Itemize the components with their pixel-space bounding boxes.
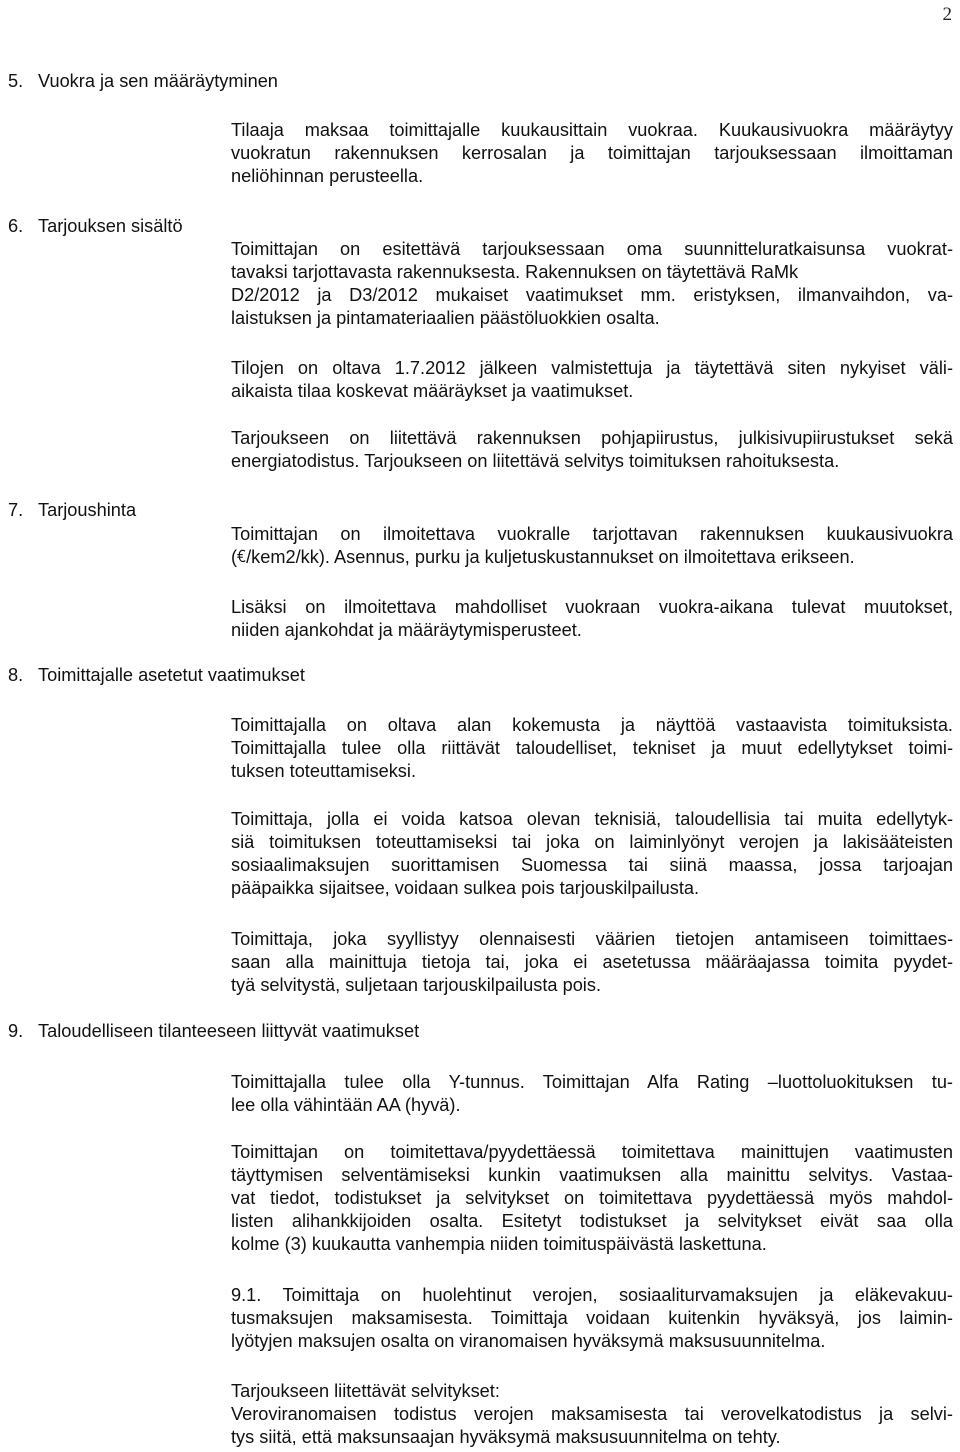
text-line: Toimittajalla tulee olla riittävät taloudelliset, tekniset ja muut edellytykset toimi- — [231, 738, 953, 758]
paragraph-monthly-rent — [231, 523, 953, 569]
section-number: 7. — [8, 500, 24, 520]
paragraph-rent-changes — [231, 596, 953, 642]
section-heading-8 — [8, 664, 305, 687]
text-line: tusmaksujen maksamisesta. Toimittaja voidaan kuitenkin hyväksyä, jos laimin- — [231, 1308, 953, 1328]
text-line: sosiaalimaksujen suorittamisen Suomessa tai siinä maassa, jossa tarjoajan — [231, 855, 953, 875]
text-line: vuokratun rakennuksen kerrosalan ja toimittajan tarjouksessaan ilmoittaman — [231, 143, 953, 163]
text-line: täyttymisen selventämiseksi kunkin vaatimuksen alla mainittu selvitys. Vastaa- — [231, 1165, 953, 1185]
text-line: tyä selvitystä, suljetaan tarjouskilpailusta pois. — [231, 975, 601, 995]
text-line: aikaista tilaa koskevat määräykset ja vaatimukset. — [231, 381, 634, 401]
paragraph-premises-date — [231, 357, 953, 403]
paragraph-offer-design — [231, 238, 953, 330]
text-line: Lisäksi on ilmoitettava mahdolliset vuokraan vuokra-aikana tulevat muutokset, — [231, 597, 953, 617]
text-line: Tarjoukseen liitettävät selvitykset: — [231, 1381, 500, 1401]
section-number: 6. — [8, 216, 24, 236]
section-title: Toimittajalle asetetut vaatimukset — [38, 665, 305, 685]
text-line: neliöhinnan perusteella. — [231, 166, 424, 186]
text-fragment: ( — [231, 547, 238, 567]
section-number: 8. — [8, 665, 24, 685]
text-line: Tarjoukseen on liitettävä rakennuksen pohjapiirustus, julkisivupiirustukset sekä — [231, 428, 953, 448]
text-line: Tilaaja maksaa toimittajalle kuukausittain vuokraa. Kuukausivuokra määräytyy — [231, 120, 953, 140]
text-line: 9.1. Toimittaja on huolehtinut verojen, sosiaaliturvamaksujen ja eläkevakuu- — [231, 1285, 953, 1305]
section-number: 5. — [8, 71, 24, 91]
text-line: tys siitä, että maksunsaajan hyväksymä maksusuunnitelma on tehty. — [231, 1427, 781, 1447]
text-line — [231, 546, 953, 569]
paragraph-supplier-exclusion — [231, 808, 953, 900]
text-line: Tilojen on oltava 1.7.2012 jälkeen valmistettuja ja täytettävä siten nykyiset väli- — [231, 358, 953, 378]
text-line: D2/2012 ja D3/2012 mukaiset vaatimukset mm. eristyksen, ilmanvaihdon, va- — [231, 285, 953, 305]
text-line: Toimittajan on esitettävä tarjouksessaan oma suunnitteluratkaisunsa vuokrat- — [231, 239, 953, 259]
paragraph-false-information — [231, 928, 953, 997]
paragraph-supplier-experience — [231, 714, 953, 783]
text-line: Toimittajan on ilmoitettava vuokralle tarjottavan rakennuksen kuukausivuokra — [231, 524, 953, 544]
section-number: 9. — [8, 1021, 24, 1041]
paragraph-business-id-rating — [231, 1071, 953, 1117]
text-fragment: /kem2/kk). Asennus, purku ja kuljetuskustannukset on ilmoitettava erikseen. — [246, 547, 855, 567]
text-line: pääpaikka sijaitsee, voidaan sulkea pois tarjouskilpailusta. — [231, 878, 700, 898]
text-line: Toimittaja, jolla ei voida katsoa olevan teknisiä, taloudellisia tai muita edellytyk- — [231, 809, 953, 829]
section-heading-7 — [8, 499, 136, 522]
text-line: niiden ajankohdat ja määräytymisperusteet. — [231, 620, 582, 640]
text-line: siä toimituksen toteuttamiseksi tai joka on laiminlyönyt verojen ja lakisääteisten — [231, 832, 953, 852]
text-line: tavaksi tarjottavasta rakennuksesta. Rakennuksen on täytettävä RaMk — [231, 262, 799, 282]
text-line: Toimittaja, joka syyllistyy olennaisesti väärien tietojen antamiseen toimittaes- — [231, 929, 953, 949]
section-title: Taloudelliseen tilanteeseen liittyvät vaatimukset — [38, 1021, 420, 1041]
paragraph-rent-basis — [231, 119, 953, 188]
paragraph-attachments — [231, 427, 953, 473]
text-line: Toimittajan on toimitettava/pyydettäessä toimitettava mainittujen vaatimusten — [231, 1142, 953, 1162]
section-title: Vuokra ja sen määräytyminen — [38, 71, 278, 91]
text-line: energiatodistus. Tarjoukseen on liitettävä selvitys toimituksen rahoituksesta. — [231, 451, 840, 471]
text-line: Veroviranomaisen todistus verojen maksamisesta tai verovelkatodistus ja selvi- — [231, 1404, 953, 1424]
text-line: listen alihankkijoiden osalta. Esitetyt todistukset ja selvitykset eivät saa olla — [231, 1211, 953, 1231]
text-line: vat tiedot, todistukset ja selvitykset on toimitettava pyydettäessä myös mahdol- — [231, 1188, 953, 1208]
text-line: laistuksen ja pintamateriaalien päästöluokkien osalta. — [231, 308, 660, 328]
text-line: lyötyjen maksujen osalta on viranomaisen hyväksymä maksusuunnitelma. — [231, 1331, 826, 1351]
paragraph-evidence-delivery — [231, 1141, 953, 1256]
section-heading-9 — [8, 1020, 419, 1043]
section-heading-5 — [8, 70, 278, 93]
page-number: 2 — [942, 4, 952, 25]
text-line: tuksen toteuttamiseksi. — [231, 761, 416, 781]
paragraph-9-1-taxes — [231, 1284, 953, 1353]
text-line: kolme (3) kuukautta vanhempia niiden toimituspäivästä laskettuna. — [231, 1234, 767, 1254]
text-line: Toimittajalla tulee olla Y-tunnus. Toimittajan Alfa Rating –luottoluokituksen tu- — [231, 1072, 953, 1092]
text-line: saan alla mainittuja tietoja tai, joka ei asetetussa määräajassa toimita pyydet- — [231, 952, 953, 972]
euro-sign-icon — [237, 546, 246, 560]
section-title: Tarjouksen sisältö — [38, 216, 183, 236]
section-title: Tarjoushinta — [38, 500, 137, 520]
text-line: Toimittajalla on oltava alan kokemusta ja näyttöä vastaavista toimituksista. — [231, 715, 953, 735]
section-heading-6 — [8, 215, 183, 238]
text-line: lee olla vähintään AA (hyvä). — [231, 1095, 461, 1115]
paragraph-required-attachments — [231, 1380, 953, 1449]
